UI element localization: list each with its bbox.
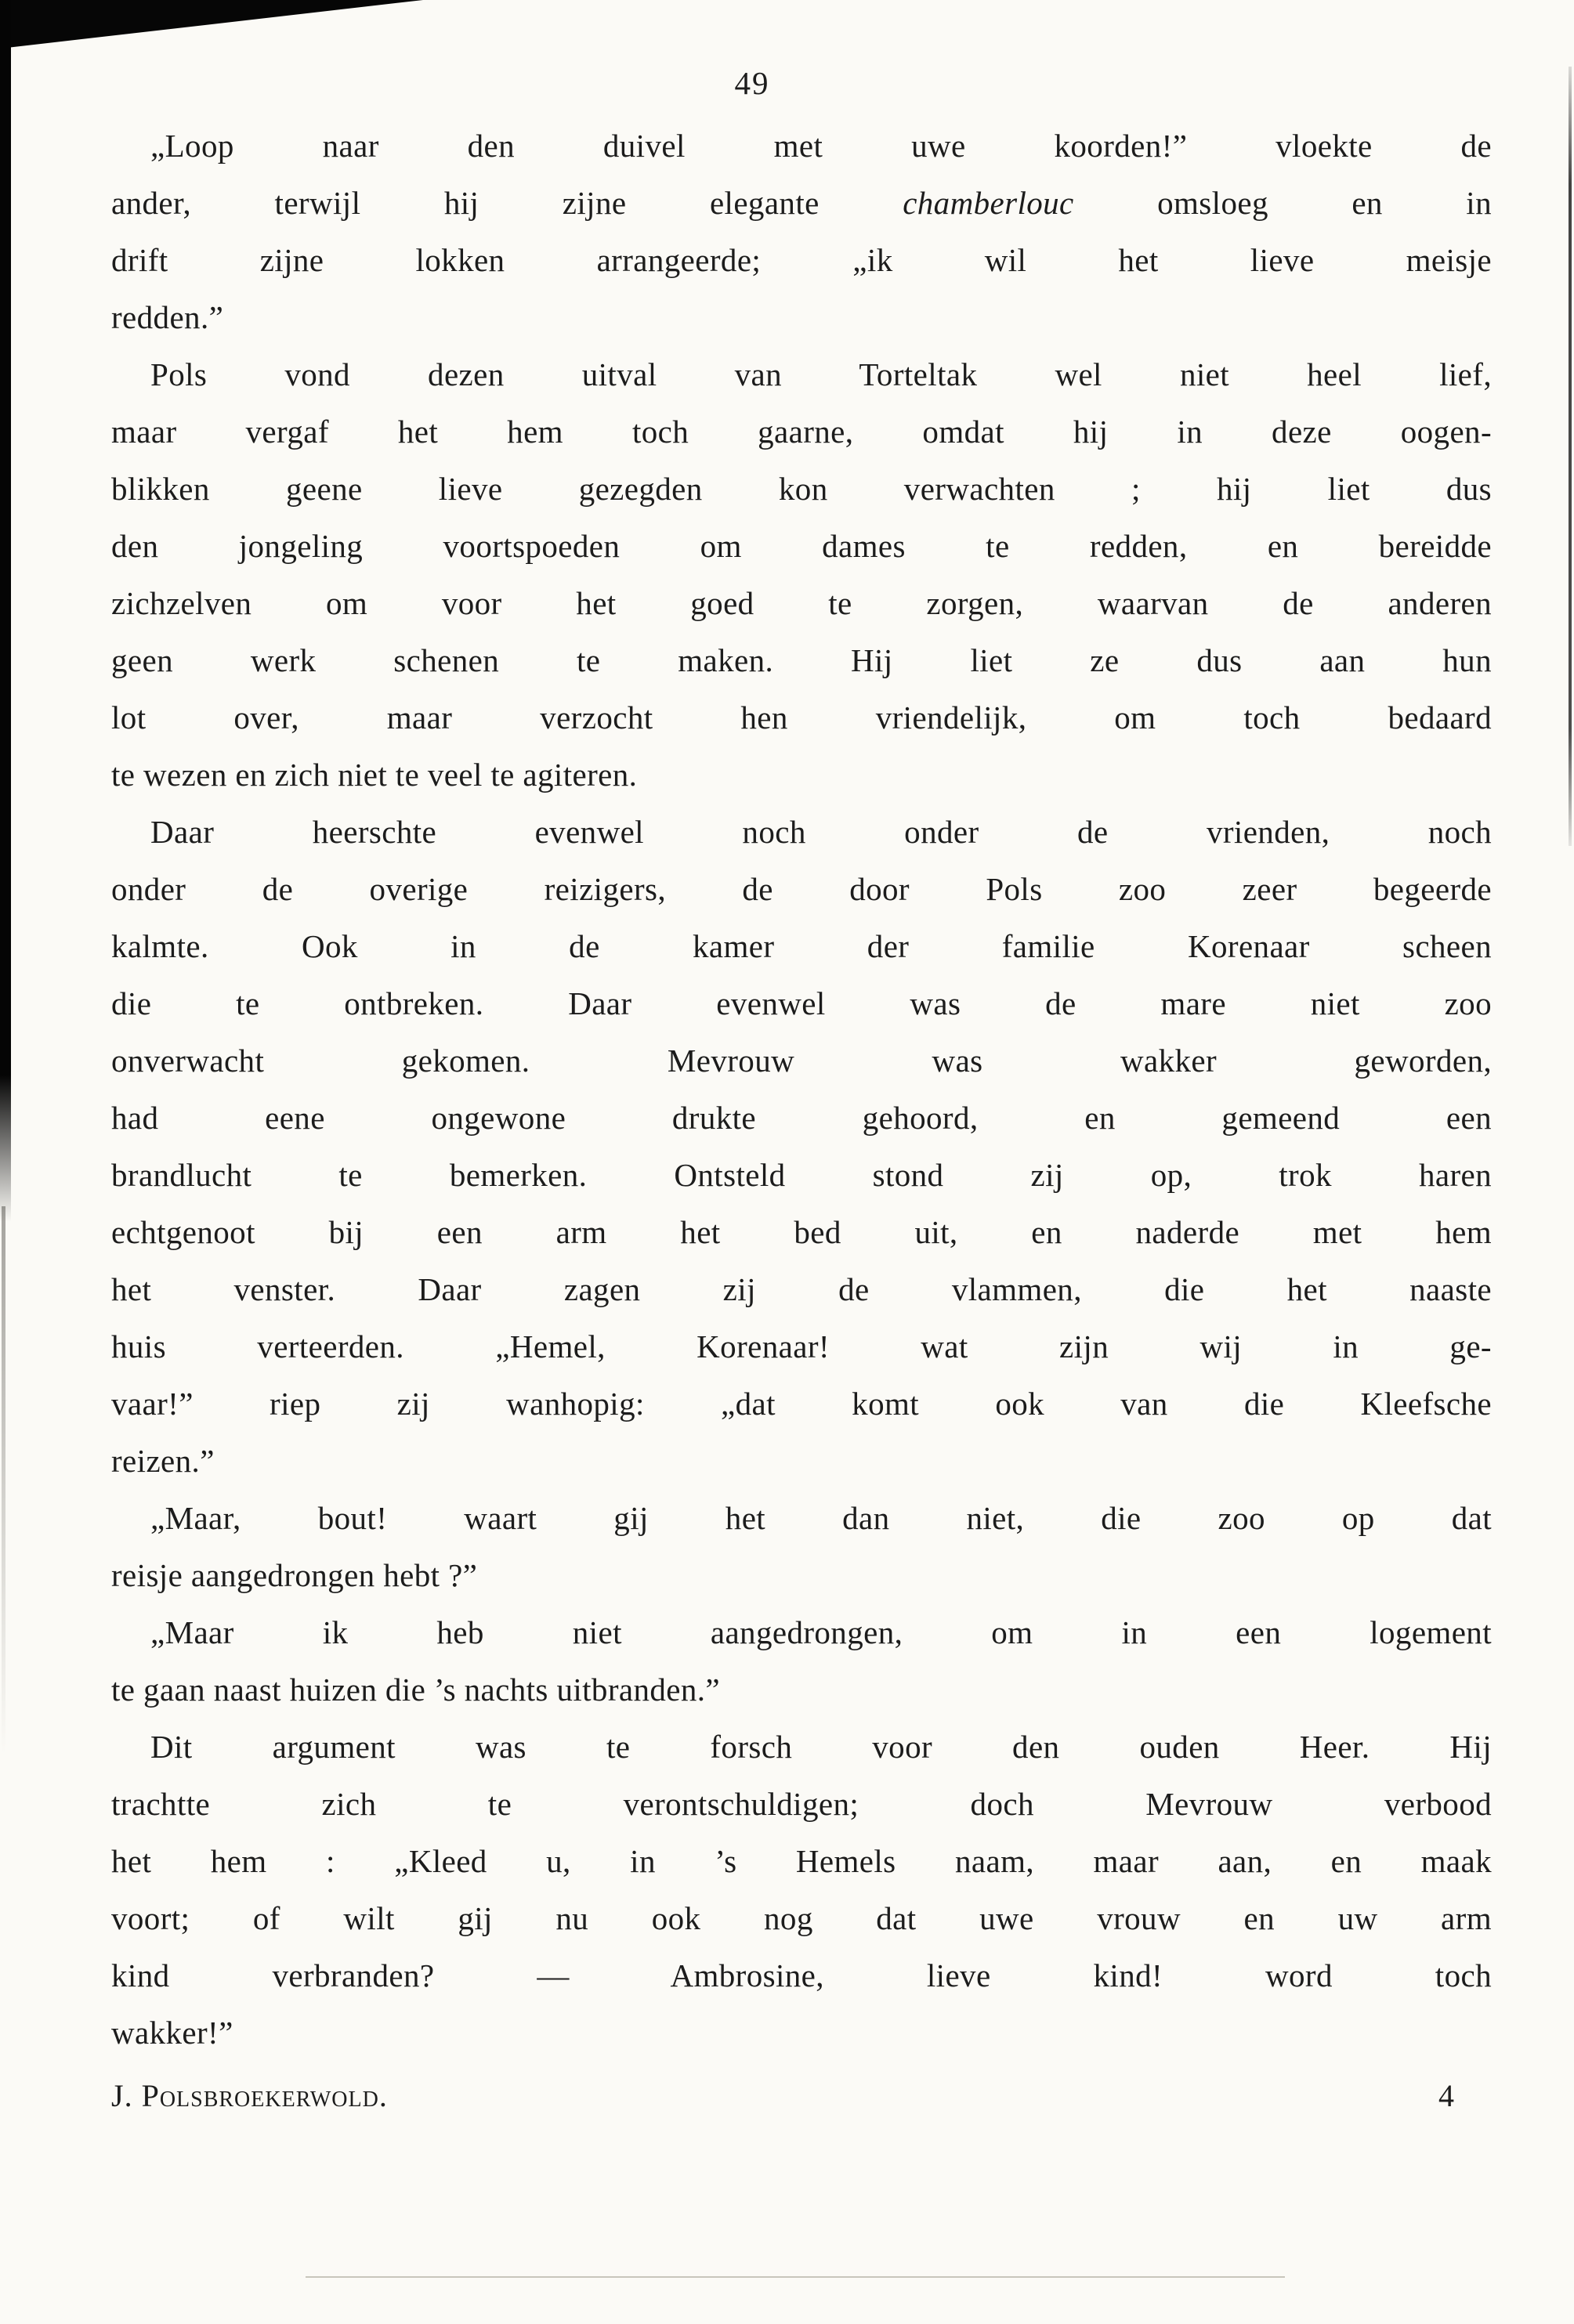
text-line — [111, 2004, 1492, 2062]
text-segment: voort; of wilt gij nu ook nog dat uwe vrouw en uw arm — [111, 1900, 1492, 1936]
text-line — [111, 1947, 1492, 2004]
text-line — [111, 175, 1492, 232]
text-segment: had eene ongewone drukte gehoord, en gemeend een — [111, 1100, 1492, 1136]
text-segment: kind verbranden? — Ambrosine, lieve kind! word toch — [111, 1957, 1492, 1993]
text-segment: lot over, maar verzocht hen vriendelijk, om toch bedaard — [111, 699, 1492, 736]
text-segment: te gaan naast huizen die ’s nachts uitbranden.” — [111, 1672, 721, 1708]
text-segment: Daar heerschte evenwel noch onder de vrienden, noch — [150, 814, 1492, 850]
text-line — [111, 689, 1492, 746]
text-line — [111, 804, 1492, 861]
text-line — [111, 1719, 1492, 1776]
paragraph — [111, 1490, 1492, 1604]
paragraph — [111, 1604, 1492, 1719]
body-text — [111, 117, 1492, 2062]
text-line — [111, 1604, 1492, 1661]
text-line — [111, 1776, 1492, 1833]
text-line — [111, 746, 1492, 804]
scan-artifact-right-edge — [1569, 67, 1572, 846]
paragraph — [111, 117, 1492, 346]
text-segment: wakker!” — [111, 2015, 233, 2051]
scan-artifact-left-edge-faint — [2, 1206, 5, 1755]
text-line — [111, 1833, 1492, 1890]
author-signature: J. Polsbroekerwold. — [111, 2078, 388, 2113]
text-line — [111, 1090, 1492, 1147]
text-segment: zichzelven om voor het goed te zorgen, waarvan de anderen — [111, 585, 1492, 621]
text-segment: geen werk schenen te maken. Hij liet ze dus aan hun — [111, 642, 1492, 678]
paragraph — [111, 346, 1492, 804]
text-line — [111, 518, 1492, 575]
text-segment: den jongeling voortspoeden om dames te redden, en bereidde — [111, 528, 1492, 564]
text-segment: reisje aangedrongen hebt ?” — [111, 1557, 478, 1593]
text-segment: kalmte. Ook in de kamer der familie Korenaar scheen — [111, 928, 1492, 964]
text-line — [111, 1204, 1492, 1261]
text-segment: onder de overige reizigers, de door Pols zoo zeer begeerde — [111, 871, 1492, 907]
text-segment: brandlucht te bemerken. Ontsteld stond zij op, trok haren — [111, 1157, 1492, 1193]
italic-text: chamberlouc — [903, 185, 1074, 221]
page-footer — [111, 2077, 1492, 2114]
text-segment: die te ontbreken. Daar evenwel was de mare niet zoo — [111, 985, 1492, 1021]
text-segment: omsloeg en in — [1073, 185, 1492, 221]
text-segment: drift zijne lokken arrangeerde; „ik wil het lieve meisje — [111, 242, 1492, 278]
paragraph — [111, 804, 1492, 1490]
text-line — [111, 1032, 1492, 1090]
sheet-number: 4 — [1438, 2078, 1454, 2113]
text-segment: maar vergaf het hem toch gaarne, omdat hij in deze oogen- — [111, 414, 1492, 450]
paragraph — [111, 1719, 1492, 2062]
text-segment: het hem : „Kleed u, in ’s Hemels naam, maar aan, en maak — [111, 1843, 1492, 1879]
text-line — [111, 1490, 1492, 1547]
text-segment: trachtte zich te verontschuldigen; doch Mevrouw verbood — [111, 1786, 1492, 1822]
text-segment: vaar!” riep zij wanhopig: „dat komt ook van die Kleefsche — [111, 1386, 1492, 1422]
scan-artifact-bottom-line — [306, 2276, 1285, 2278]
text-line — [111, 575, 1492, 632]
text-line — [111, 1433, 1492, 1490]
text-segment: echtgenoot bij een arm het bed uit, en naderde met hem — [111, 1214, 1492, 1250]
text-line — [111, 117, 1492, 175]
text-segment: „Loop naar den duivel met uwe koorden!” vloekte de — [150, 128, 1492, 164]
text-segment: reizen.” — [111, 1443, 215, 1479]
text-segment: blikken geene lieve gezegden kon verwachten ; hij liet dus — [111, 471, 1492, 507]
text-line — [111, 403, 1492, 461]
scan-artifact-corner-wedge — [0, 0, 423, 49]
text-segment: Dit argument was te forsch voor den ouden Heer. Hij — [150, 1729, 1492, 1765]
text-line — [111, 289, 1492, 346]
text-line — [111, 346, 1492, 403]
text-segment: ander, terwijl hij zijne elegante — [111, 185, 903, 221]
text-line — [111, 1318, 1492, 1375]
text-segment: onverwacht gekomen. Mevrouw was wakker geworden, — [111, 1043, 1492, 1079]
scan-artifact-left-edge — [0, 0, 11, 1222]
text-line — [111, 861, 1492, 918]
text-segment: huis verteerden. „Hemel, Korenaar! wat zijn wij in ge- — [111, 1328, 1492, 1364]
text-line — [111, 1661, 1492, 1719]
text-line — [111, 918, 1492, 975]
text-line — [111, 1890, 1492, 1947]
text-line — [111, 632, 1492, 689]
text-line — [111, 1375, 1492, 1433]
text-line — [111, 1261, 1492, 1318]
text-segment: „Maar ik heb niet aangedrongen, om in een logement — [150, 1614, 1492, 1650]
text-segment: Pols vond dezen uitval van Torteltak wel niet heel lief, — [150, 356, 1492, 392]
text-line — [111, 1547, 1492, 1604]
text-segment: „Maar, bout! waart gij het dan niet, die zoo op dat — [150, 1500, 1492, 1536]
text-line — [111, 1147, 1492, 1204]
text-line — [111, 232, 1492, 289]
text-segment: het venster. Daar zagen zij de vlammen, die het naaste — [111, 1271, 1492, 1307]
page-number: 49 — [734, 65, 770, 101]
text-segment: te wezen en zich niet te veel te agiteren. — [111, 757, 638, 793]
text-segment: redden.” — [111, 299, 224, 335]
text-line — [111, 975, 1492, 1032]
text-line — [111, 461, 1492, 518]
